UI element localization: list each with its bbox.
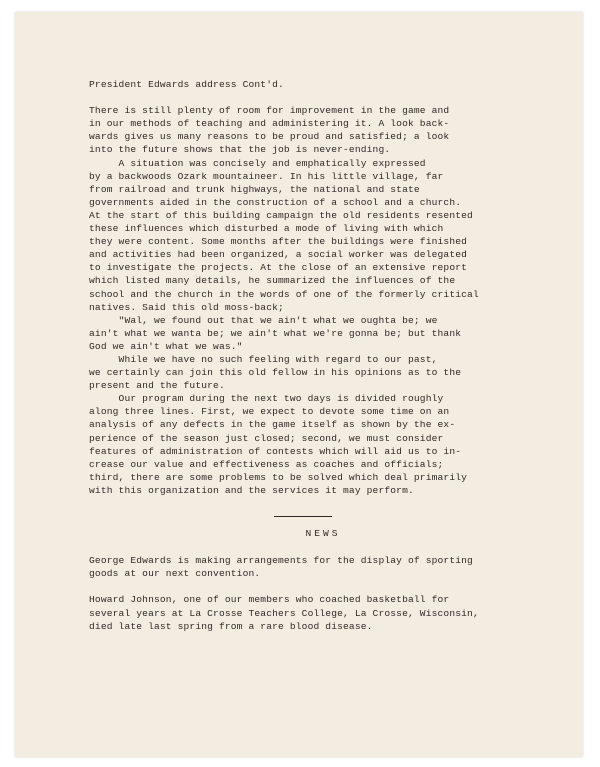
news-line: several years at La Crosse Teachers College, La Crosse, Wisconsin, [89,607,479,619]
address-line: governments aided in the construction of a school and a church. [89,196,462,208]
address-line: analysis of any defects in the game itself as shown by the ex- [89,419,456,431]
address-line: A situation was concisely and emphatically expressed [89,157,426,169]
address-body [89,104,549,497]
address-line: ain't what we wanta be; we ain't what we're gonna be; but thank [89,327,462,339]
address-line: school and the church in the words of one of the formerly critical [89,288,479,300]
address-line: There is still plenty of room for improvement in the game and [89,105,450,117]
address-line: with this organization and the services it may perform. [89,484,414,496]
address-line: features of administration of contests which will aid us to in- [89,445,462,457]
address-line: At the start of this building campaign the old residents resented [89,209,473,221]
news-item [89,593,549,632]
address-line: they were content. Some months after the buildings were finished [89,236,468,248]
address-line: While we have no such feeling with regard to our past, [89,353,438,365]
news-line: George Edwards is making arrangements for the display of sporting [89,555,473,567]
address-heading: President Edwards address Cont'd. [89,79,284,90]
address-line: into the future shows that the job is never-ending. [89,144,391,156]
section-divider [274,516,332,517]
news-line: goods at our next convention. [89,568,261,580]
address-line: crease our value and effectiveness as coaches and officials; [89,458,444,470]
spacer [89,497,549,510]
address-line: "Wal, we found out that we ain't what we oughta be; we [89,314,438,326]
address-line: third, there are some problems to be solved which deal primarily [89,471,468,483]
news-line: died late last spring from a rare blood disease. [89,620,373,632]
address-line: by a backwoods Ozark mountaineer. In his little village, far [89,170,444,182]
address-line: these influences which disturbed a mode of living with which [89,223,444,235]
address-line: we certainly can join this old fellow in his opinions as to the [89,367,462,379]
address-line: Our program during the next two days is divided roughly [89,393,444,405]
news-item [89,554,549,580]
address-line: wards gives us many reasons to be proud and satisfied; a look [89,131,450,143]
document-page [15,12,583,757]
news-line: Howard Johnson, one of our members who coached basketball for [89,594,450,606]
news-heading: NEWS [305,528,341,540]
address-line: along three lines. First, we expect to devote some time on an [89,406,450,418]
address-line: from railroad and trunk highways, the national and state [89,183,420,195]
address-line: to investigate the projects. At the close of an extensive report [89,262,468,274]
address-line: and activities had been organized, a social worker was delegated [89,249,468,261]
address-line: present and the future. [89,380,225,392]
address-line: which listed many details, he summarized the influences of the [89,275,456,287]
typed-text-block [89,78,549,633]
address-line: in our methods of teaching and administering it. A look back- [89,118,450,130]
address-line: natives. Said this old moss-back; [89,301,284,313]
address-line: perience of the season just closed; second, we must consider [89,432,444,444]
spacer [89,580,549,593]
address-line: God we ain't what we was." [89,340,243,352]
spacer [89,91,549,104]
